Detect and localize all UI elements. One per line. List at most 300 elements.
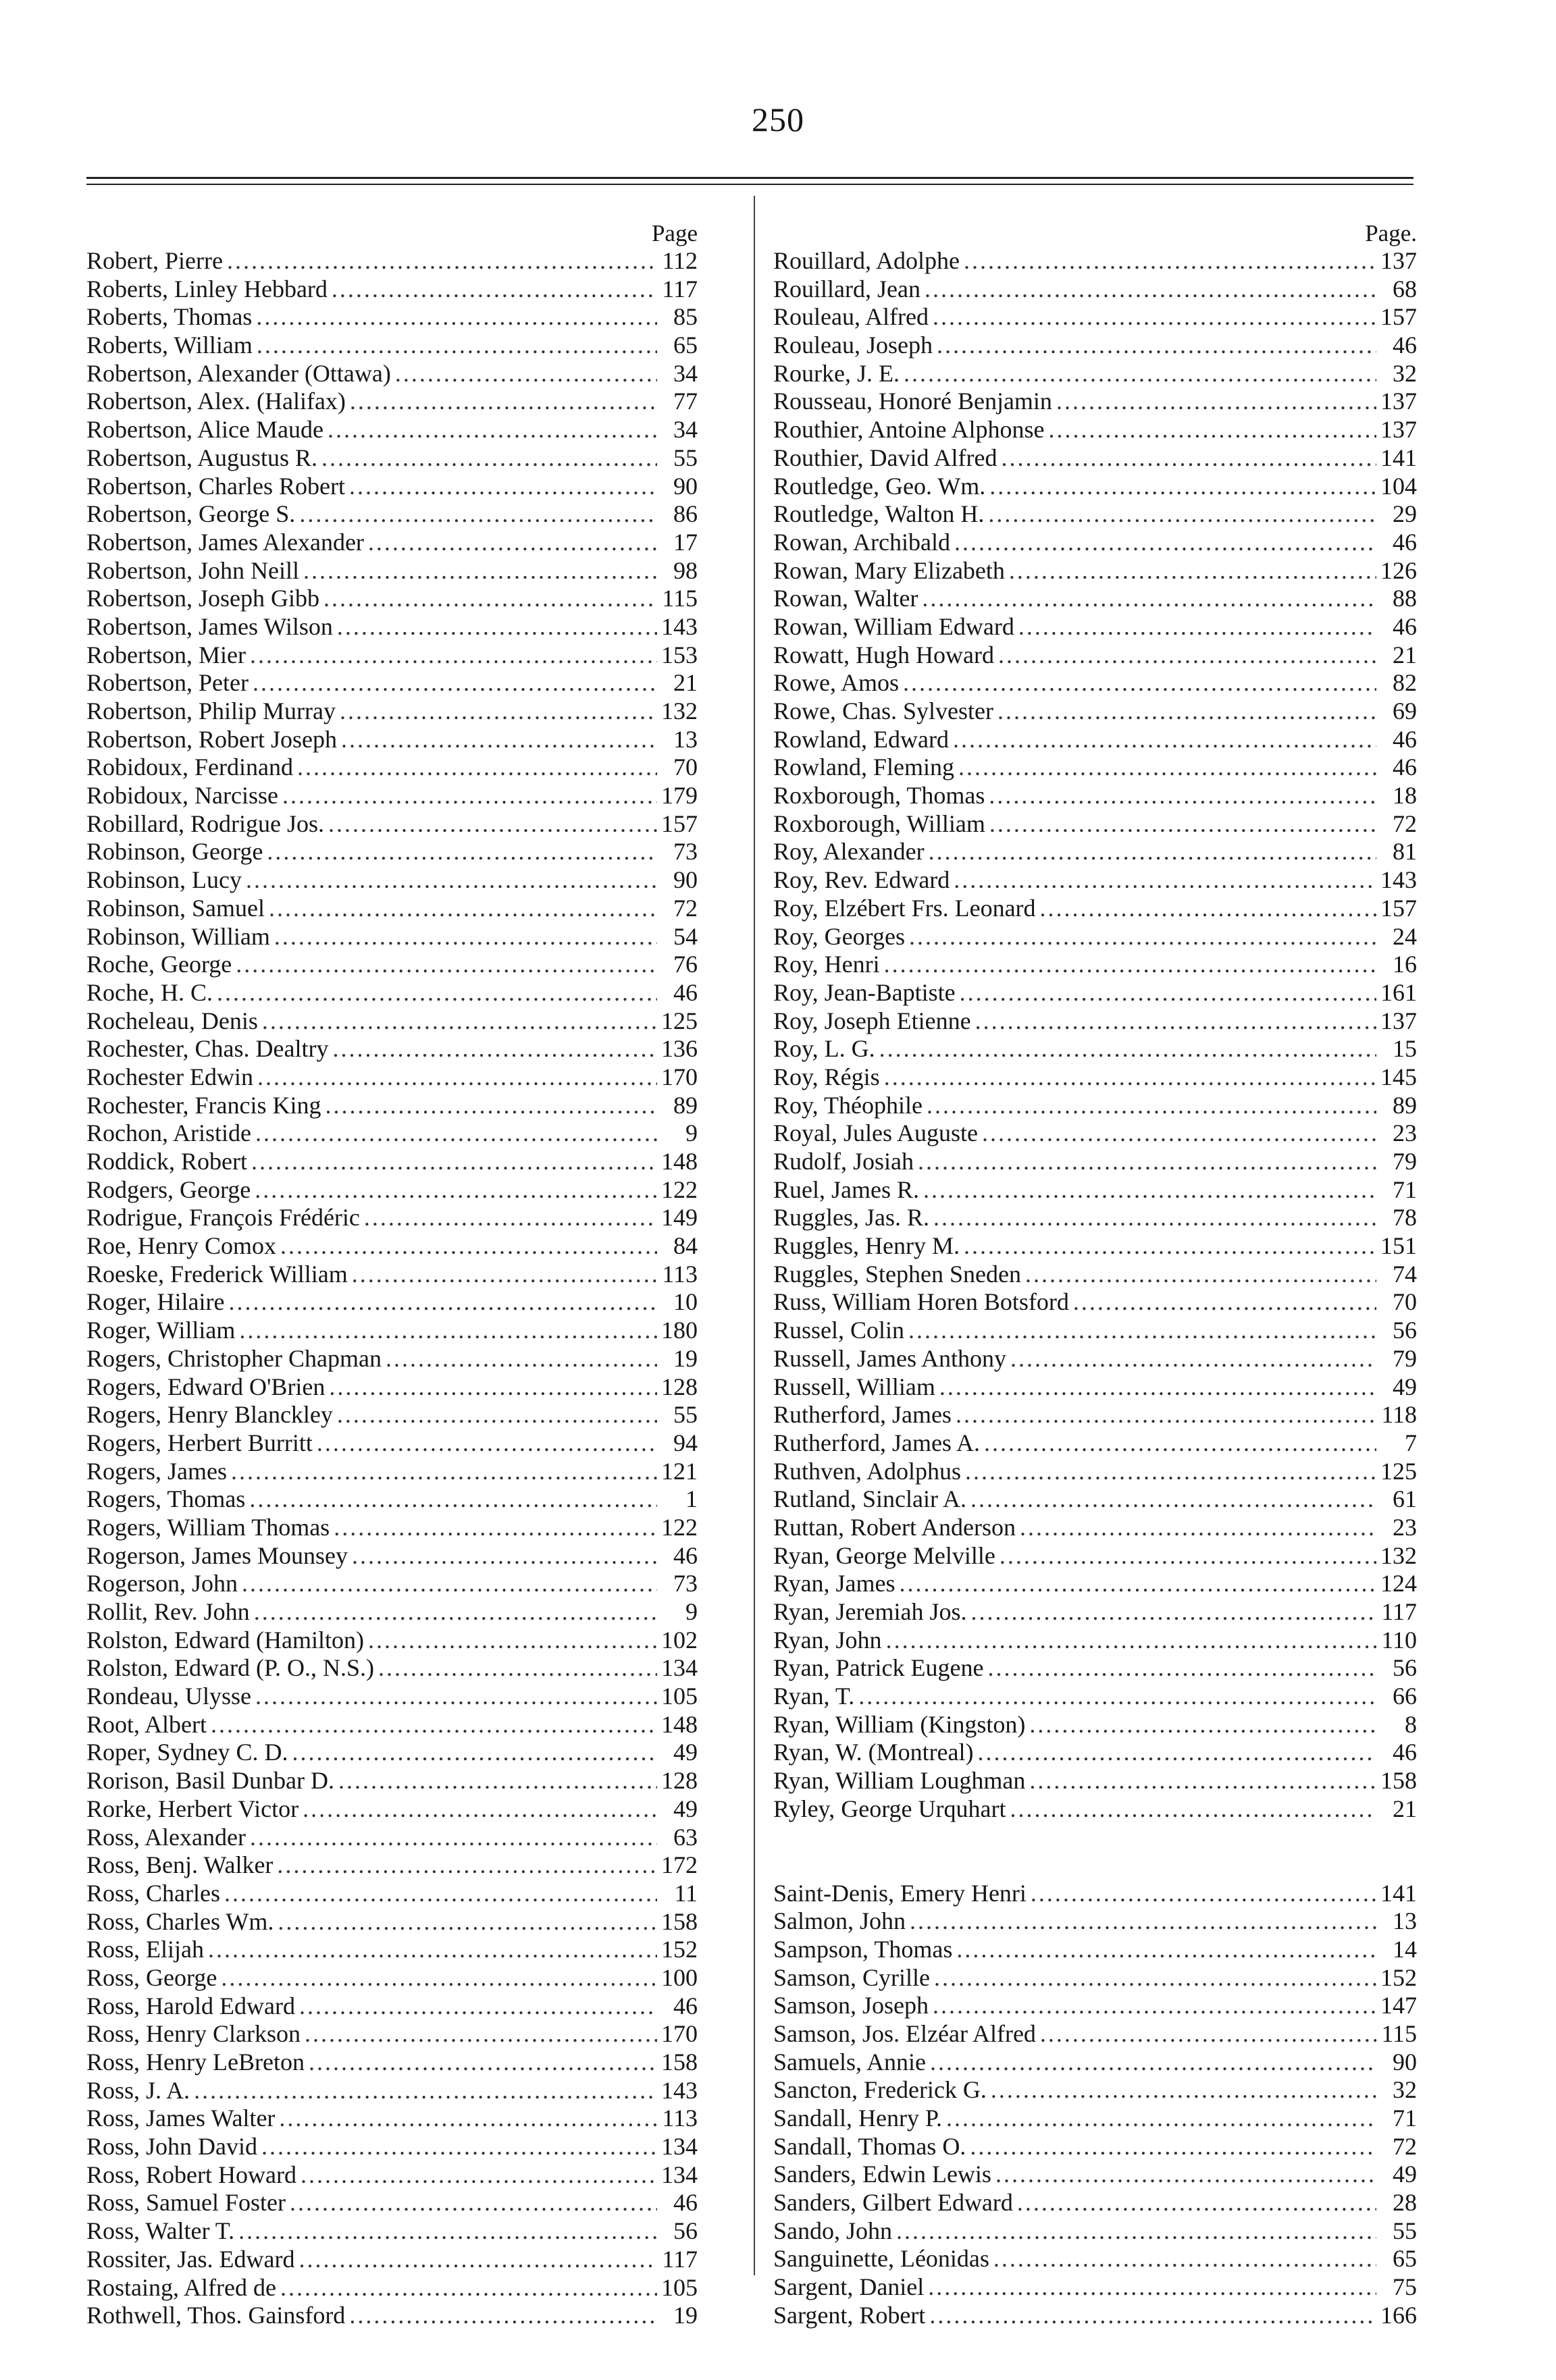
- entry-name: Sancton, Frederick G.: [773, 2076, 987, 2104]
- index-entry: [773, 2189, 1417, 2217]
- entry-page-number: 65: [1393, 2245, 1417, 2273]
- entry-name: Roche, George: [86, 951, 232, 978]
- entry-page-number: 170: [661, 2020, 698, 2048]
- index-entry: [86, 1880, 698, 1908]
- section-gap: [773, 1824, 1417, 1880]
- entry-page-number: 46: [673, 1992, 698, 2019]
- left-page-header: Page: [651, 220, 698, 246]
- dot-leader: [352, 1542, 657, 1570]
- entry-page-number: 166: [1380, 2301, 1417, 2329]
- entry-name: Rorison, Basil Dunbar D.: [86, 1767, 334, 1795]
- entry-page-number: 46: [1393, 332, 1417, 359]
- index-entry: [773, 1992, 1417, 2020]
- entry-name: Rochester Edwin: [86, 1063, 253, 1090]
- dot-leader: [332, 275, 657, 304]
- dot-leader: [305, 2020, 657, 2048]
- entry-page-number: 132: [661, 697, 698, 724]
- dot-leader: [954, 529, 1376, 557]
- column-divider: [754, 196, 755, 2275]
- entry-name: Robertson, Robert Joseph: [86, 725, 337, 753]
- index-entry: [86, 360, 698, 388]
- dot-leader: [299, 1992, 657, 2021]
- entry-name: Sargent, Daniel: [773, 2273, 925, 2301]
- entry-name: Rutland, Sinclair A.: [773, 1485, 966, 1513]
- entry-name: Rowe, Amos: [773, 669, 900, 697]
- entry-page-number: 79: [1393, 1344, 1417, 1372]
- entry-name: Rogerson, James Mounsey: [86, 1541, 348, 1569]
- entry-name: Rossiter, Jas. Edward: [86, 2245, 295, 2273]
- entry-page-number: 78: [1393, 1204, 1417, 1232]
- dot-leader: [958, 753, 1376, 782]
- index-entry: [773, 1204, 1417, 1232]
- entry-page-number: 61: [1393, 1485, 1417, 1513]
- index-entry: [86, 1261, 698, 1289]
- index-entry: [773, 416, 1417, 444]
- entry-page-number: 55: [1393, 2217, 1417, 2244]
- dot-leader: [1009, 557, 1376, 585]
- index-entry: [773, 1570, 1417, 1598]
- dot-leader: [1010, 1345, 1376, 1373]
- dot-leader: [929, 838, 1376, 866]
- entry-page-number: 151: [1380, 1232, 1417, 1260]
- dot-leader: [221, 1964, 657, 1992]
- entry-name: Ryan, W. (Montreal): [773, 1739, 974, 1766]
- dot-leader: [325, 1092, 657, 1120]
- dot-leader: [250, 1824, 657, 1852]
- entry-name: Ross, Charles: [86, 1879, 220, 1907]
- entry-name: Roper, Sydney C. D.: [86, 1739, 288, 1766]
- entry-name: Rogers, James: [86, 1457, 227, 1485]
- index-entry: [773, 1063, 1417, 1092]
- dot-leader: [1056, 388, 1376, 416]
- entry-name: Rowan, William Edward: [773, 612, 1014, 640]
- entry-name: Ryan, John: [773, 1626, 882, 1654]
- entry-page-number: 63: [673, 1823, 698, 1851]
- entry-name: Rourke, J. E.: [773, 359, 900, 387]
- index-entry: [86, 2133, 698, 2161]
- entry-name: Sanders, Edwin Lewis: [773, 2161, 991, 2188]
- entry-page-number: 105: [661, 1683, 698, 1710]
- index-entry: [86, 810, 698, 839]
- entry-name: Rolston, Edward (Hamilton): [86, 1626, 364, 1654]
- dot-leader: [231, 1458, 657, 1486]
- entry-name: Ryan, James: [773, 1570, 896, 1597]
- entry-name: Ryan, Patrick Eugene: [773, 1654, 984, 1682]
- dot-leader: [352, 1261, 657, 1289]
- entry-page-number: 46: [1393, 753, 1417, 781]
- index-entry: [86, 951, 698, 979]
- dot-leader: [337, 1401, 657, 1429]
- entry-page-number: 46: [673, 2189, 698, 2217]
- dot-leader: [925, 275, 1376, 304]
- index-entry: [773, 697, 1417, 726]
- dot-leader: [989, 810, 1376, 839]
- entry-page-number: 75: [1393, 2273, 1417, 2301]
- dot-leader: [918, 1148, 1376, 1176]
- index-entry: [773, 360, 1417, 388]
- dot-leader: [368, 1627, 657, 1655]
- entry-page-number: 32: [1393, 2076, 1417, 2104]
- entry-name: Routhier, Antoine Alphonse: [773, 416, 1045, 444]
- entry-page-number: 89: [1393, 1091, 1417, 1119]
- entry-page-number: 71: [1393, 2105, 1417, 2132]
- entry-name: Rothwell, Thos. Gainsford: [86, 2302, 346, 2329]
- entry-page-number: 28: [1393, 2189, 1417, 2217]
- index-entry: [773, 529, 1417, 557]
- index-entry: [773, 1711, 1417, 1739]
- entry-name: Russel, Colin: [773, 1317, 905, 1344]
- dot-leader: [255, 1176, 657, 1205]
- entry-name: Ryan, William (Kingston): [773, 1710, 1026, 1738]
- index-entry: [86, 782, 698, 810]
- dot-leader: [930, 2048, 1376, 2077]
- dot-leader: [208, 1936, 657, 1964]
- entry-name: Roy, Georges: [773, 922, 905, 950]
- entry-page-number: 161: [1380, 978, 1417, 1006]
- index-entry: [86, 669, 698, 697]
- dot-leader: [886, 1627, 1376, 1655]
- entry-page-number: 153: [661, 641, 698, 668]
- entry-name: Roger, Hilaire: [86, 1288, 225, 1316]
- entry-name: Rogers, Herbert Burritt: [86, 1429, 313, 1456]
- dot-leader: [858, 1683, 1376, 1711]
- entry-page-number: 126: [1380, 556, 1417, 584]
- entry-name: Sandall, Thomas O.: [773, 2132, 966, 2160]
- entry-name: Robertson, James Wilson: [86, 612, 333, 640]
- dot-leader: [338, 1767, 657, 1795]
- entry-name: Robertson, Peter: [86, 669, 249, 697]
- dot-leader: [964, 1232, 1376, 1261]
- entry-name: Royal, Jules Auguste: [773, 1119, 978, 1147]
- entry-page-number: 112: [662, 247, 698, 274]
- dot-leader: [910, 1907, 1376, 1936]
- entry-name: Ross, Walter T.: [86, 2217, 235, 2245]
- index-entry: [773, 1654, 1417, 1683]
- entry-page-number: 110: [1381, 1626, 1417, 1654]
- index-entry: [773, 2048, 1417, 2077]
- entry-name: Robertson, Augustus R.: [86, 444, 318, 471]
- index-entry: [86, 500, 698, 529]
- entry-page-number: 82: [1393, 669, 1417, 697]
- entry-page-number: 68: [1393, 275, 1417, 302]
- index-entry: [773, 2217, 1417, 2246]
- entry-name: Rouleau, Joseph: [773, 332, 933, 359]
- dot-leader: [975, 1007, 1376, 1036]
- entry-page-number: 157: [1380, 303, 1417, 331]
- entry-page-number: 71: [1393, 1175, 1417, 1203]
- entry-page-number: 70: [673, 753, 698, 781]
- entry-name: Sandall, Henry P.: [773, 2105, 942, 2132]
- index-entry: [86, 247, 698, 275]
- entry-name: Rorke, Herbert Victor: [86, 1795, 299, 1822]
- entry-page-number: 46: [1393, 612, 1417, 640]
- entry-page-number: 34: [673, 416, 698, 444]
- index-entry: [773, 585, 1417, 613]
- entry-name: Routledge, Walton H.: [773, 500, 985, 528]
- index-entry: [773, 332, 1417, 360]
- entry-page-number: 56: [673, 2217, 698, 2245]
- dot-leader: [923, 1176, 1376, 1205]
- entry-name: Robertson, Alex. (Halifax): [86, 388, 346, 415]
- index-entry: [86, 1598, 698, 1627]
- header-rule-thin: [86, 184, 1414, 185]
- index-entry: [773, 866, 1417, 895]
- entry-name: Rochon, Aristide: [86, 1119, 251, 1147]
- dot-leader: [317, 1429, 657, 1458]
- right-column: [773, 219, 1417, 2330]
- index-entry: [773, 923, 1417, 951]
- index-entry: [773, 782, 1417, 810]
- entry-page-number: 9: [685, 1598, 698, 1625]
- index-entry: [773, 388, 1417, 416]
- entry-name: Roy, Henri: [773, 951, 880, 978]
- entry-name: Sargent, Robert: [773, 2301, 926, 2329]
- index-entry: [86, 1627, 698, 1655]
- index-entry: [773, 669, 1417, 697]
- entry-page-number: 137: [1380, 388, 1417, 415]
- index-entry: [773, 1261, 1417, 1289]
- entry-name: Routledge, Geo. Wm.: [773, 472, 986, 500]
- entry-page-number: 24: [1393, 922, 1417, 950]
- entry-name: Rochester, Chas. Dealtry: [86, 1035, 329, 1063]
- entry-name: Ross, Benj. Walker: [86, 1851, 274, 1879]
- entry-name: Roy, Jean-Baptiste: [773, 978, 956, 1006]
- index-entry: [86, 1401, 698, 1429]
- entry-page-number: 46: [1393, 1739, 1417, 1766]
- index-entry: [773, 2273, 1417, 2302]
- entry-name: Rogers, Thomas: [86, 1485, 246, 1513]
- entry-name: Salmon, John: [773, 1907, 906, 1935]
- dot-leader: [349, 473, 657, 501]
- entry-page-number: 55: [673, 1401, 698, 1429]
- dot-leader: [960, 979, 1376, 1007]
- entry-name: Ross, Robert Howard: [86, 2161, 296, 2188]
- dot-leader: [995, 2161, 1376, 2189]
- entry-name: Ruel, James R.: [773, 1175, 919, 1203]
- entry-name: Rutherford, James: [773, 1401, 952, 1429]
- entry-page-number: 115: [1381, 2019, 1417, 2047]
- index-entry: [86, 1429, 698, 1458]
- entry-name: Robertson, Alice Maude: [86, 416, 323, 444]
- index-entry: [86, 1964, 698, 1992]
- index-entry: [86, 1654, 698, 1683]
- index-entry: [86, 2105, 698, 2133]
- dot-leader: [929, 2302, 1376, 2330]
- entry-name: Ruthven, Adolphus: [773, 1457, 962, 1485]
- entry-page-number: 152: [661, 1936, 698, 1963]
- index-entry: [86, 1908, 698, 1936]
- index-entry: [86, 1317, 698, 1345]
- dot-leader: [900, 1570, 1376, 1598]
- entry-page-number: 115: [662, 585, 698, 612]
- entry-page-number: 143: [1380, 866, 1417, 894]
- index-entry: [86, 1119, 698, 1148]
- index-entry: [773, 1232, 1417, 1261]
- entry-page-number: 158: [661, 1907, 698, 1935]
- index-entry: [773, 1345, 1417, 1373]
- index-entry: [773, 613, 1417, 641]
- entry-name: Rogers, William Thomas: [86, 1513, 330, 1541]
- entry-page-number: 148: [661, 1710, 698, 1738]
- entry-name: Rouleau, Alfred: [773, 303, 929, 331]
- index-entry: [773, 1007, 1417, 1036]
- dot-leader: [1000, 1542, 1376, 1570]
- entry-name: Rodgers, George: [86, 1175, 251, 1203]
- dot-leader: [1029, 1711, 1376, 1739]
- index-entry: [773, 726, 1417, 754]
- entry-page-number: 23: [1393, 1513, 1417, 1541]
- entry-page-number: 29: [1393, 500, 1417, 528]
- entry-name: Robinson, George: [86, 838, 263, 866]
- entry-name: Roddick, Robert: [86, 1148, 247, 1175]
- index-entry: [86, 1683, 698, 1711]
- entry-page-number: 9: [685, 1119, 698, 1147]
- entry-page-number: 158: [661, 2048, 698, 2075]
- dot-leader: [933, 1204, 1376, 1232]
- entry-name: Rostaing, Alfred de: [86, 2273, 276, 2301]
- entry-page-number: 65: [673, 332, 698, 359]
- dot-leader: [280, 1232, 657, 1261]
- index-entry: [86, 2302, 698, 2330]
- entry-name: Rowan, Archibald: [773, 528, 950, 556]
- dot-leader: [922, 585, 1376, 613]
- dot-leader: [321, 444, 657, 473]
- entry-name: Roberts, William: [86, 332, 253, 359]
- index-entry: [773, 979, 1417, 1007]
- index-entry: [86, 444, 698, 473]
- entry-name: Samson, Jos. Elzéar Alfred: [773, 2019, 1036, 2047]
- dot-leader: [988, 500, 1376, 529]
- entry-page-number: 49: [1393, 1373, 1417, 1400]
- dot-leader: [257, 332, 657, 360]
- entry-name: Robinson, Samuel: [86, 894, 265, 922]
- entry-page-number: 105: [661, 2273, 698, 2301]
- dot-leader: [896, 2217, 1376, 2246]
- entry-page-number: 98: [673, 556, 698, 584]
- dot-leader: [982, 1119, 1376, 1148]
- entry-name: Roger, William: [86, 1317, 236, 1344]
- dot-leader: [978, 1739, 1376, 1767]
- index-entry: [86, 866, 698, 895]
- index-entry: [773, 895, 1417, 923]
- dot-leader: [227, 247, 657, 275]
- entry-page-number: 21: [1393, 641, 1417, 668]
- entry-page-number: 76: [673, 951, 698, 978]
- entry-page-number: 11: [674, 1879, 698, 1907]
- index-entry: [86, 2189, 698, 2217]
- right-page-header: Page.: [1365, 220, 1417, 246]
- dot-leader: [194, 2077, 657, 2105]
- entry-page-number: 124: [1380, 1570, 1417, 1597]
- entry-page-number: 7: [1405, 1429, 1417, 1456]
- index-entry: [86, 838, 698, 866]
- dot-leader: [224, 1880, 657, 1908]
- entry-page-number: 13: [1393, 1907, 1417, 1935]
- index-entry: [773, 303, 1417, 332]
- index-entry: [773, 557, 1417, 585]
- entry-name: Rudolf, Josiah: [773, 1148, 914, 1175]
- index-entry: [773, 1148, 1417, 1176]
- index-entry: [773, 1288, 1417, 1317]
- entry-name: Ross, James Walter: [86, 2105, 276, 2132]
- entry-name: Roy, Rev. Edward: [773, 866, 950, 894]
- index-entry: [773, 838, 1417, 866]
- dot-leader: [211, 1711, 657, 1739]
- index-entry: [86, 2274, 698, 2302]
- index-entry: [773, 500, 1417, 529]
- entry-name: Rogerson, John: [86, 1570, 238, 1597]
- entry-page-number: 170: [661, 1063, 698, 1090]
- entry-name: Robinson, Lucy: [86, 866, 242, 894]
- entry-name: Robertson, Joseph Gibb: [86, 585, 319, 612]
- entry-page-number: 137: [1380, 416, 1417, 444]
- header-rule-thick: [86, 177, 1414, 179]
- dot-leader: [884, 951, 1376, 979]
- index-entry: [86, 753, 698, 782]
- index-entry: [86, 1824, 698, 1852]
- dot-leader: [280, 2274, 657, 2302]
- entry-name: Roxborough, William: [773, 810, 985, 837]
- dot-leader: [246, 866, 657, 895]
- dot-leader: [939, 1373, 1376, 1402]
- dot-leader: [303, 557, 657, 585]
- entry-page-number: 141: [1380, 444, 1417, 471]
- entry-name: Ross, George: [86, 1963, 217, 1991]
- entry-page-number: 56: [1393, 1317, 1417, 1344]
- dot-leader: [299, 2246, 657, 2274]
- dot-leader: [340, 697, 657, 726]
- entry-page-number: 72: [1393, 2132, 1417, 2160]
- entry-page-number: 149: [661, 1204, 698, 1232]
- entry-page-number: 23: [1393, 1119, 1417, 1147]
- entry-name: Rogers, Christopher Chapman: [86, 1344, 382, 1372]
- dot-leader: [965, 1458, 1376, 1486]
- entry-name: Roy, Elzébert Frs. Leonard: [773, 894, 1036, 922]
- entry-page-number: 56: [1393, 1654, 1417, 1682]
- dot-leader: [903, 669, 1376, 697]
- dot-leader: [332, 1035, 657, 1063]
- index-entry: [86, 895, 698, 923]
- index-entry: [773, 2133, 1417, 2161]
- entry-page-number: 46: [673, 1541, 698, 1569]
- entry-name: Roberts, Linley Hebbard: [86, 275, 328, 302]
- entry-name: Saint-Denis, Emery Henri: [773, 1879, 1027, 1907]
- entry-page-number: 132: [1380, 1541, 1417, 1569]
- entry-page-number: 18: [1393, 782, 1417, 810]
- entry-page-number: 117: [662, 275, 698, 302]
- index-entry: [773, 444, 1417, 473]
- entry-name: Sampson, Thomas: [773, 1935, 953, 1963]
- entry-page-number: 46: [1393, 528, 1417, 556]
- entry-page-number: 32: [1393, 359, 1417, 387]
- dot-leader: [303, 1795, 657, 1824]
- entry-page-number: 121: [661, 1457, 698, 1485]
- dot-leader: [1017, 2189, 1376, 2217]
- entry-name: Robertson, Mier: [86, 641, 246, 668]
- entry-page-number: 113: [662, 2105, 698, 2132]
- entry-page-number: 113: [662, 1260, 698, 1288]
- dot-leader: [908, 1317, 1376, 1345]
- index-entry: [773, 1119, 1417, 1148]
- entry-page-number: 72: [673, 894, 698, 922]
- entry-name: Ross, Samuel Foster: [86, 2189, 286, 2217]
- entry-name: Roy, Joseph Etienne: [773, 1007, 971, 1034]
- entry-name: Robertson, James Alexander: [86, 528, 364, 556]
- entry-name: Robillard, Rodrigue Jos.: [86, 810, 324, 837]
- entry-name: Rowe, Chas. Sylvester: [773, 697, 993, 724]
- entry-page-number: 125: [1380, 1457, 1417, 1485]
- dot-leader: [255, 1683, 657, 1711]
